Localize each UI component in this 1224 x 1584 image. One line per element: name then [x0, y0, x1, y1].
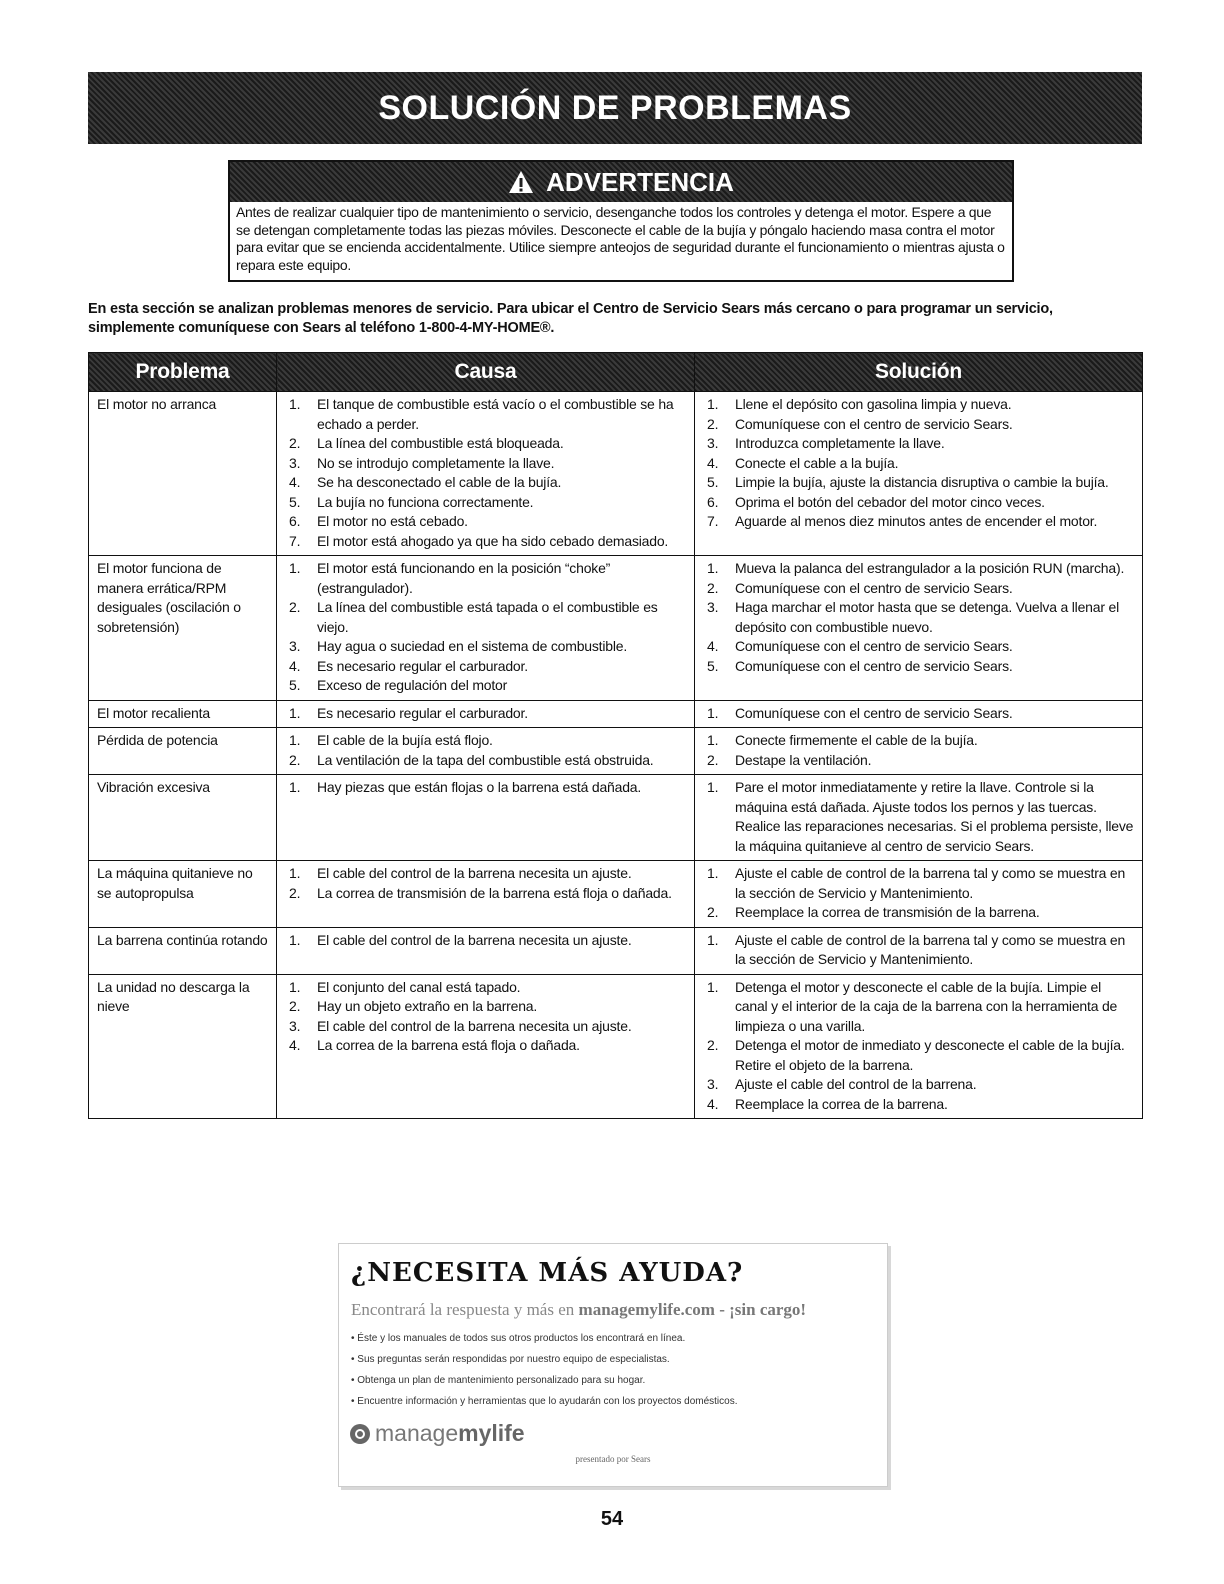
solution-item: [701, 579, 1136, 599]
cause-item: [283, 997, 688, 1017]
logo-text-manage: manage: [375, 1420, 459, 1446]
cause-item: [283, 704, 688, 724]
item-number: 1.: [289, 931, 301, 948]
item-text: La línea del combustible está tapada o el combustible es viejo.: [317, 599, 658, 635]
item-number: 3.: [707, 1076, 719, 1092]
item-number: 2.: [289, 884, 301, 901]
item-number: 3.: [289, 454, 301, 471]
item-number: 2.: [289, 751, 301, 768]
solution-cell: [695, 861, 1143, 928]
solution-item: [701, 598, 1136, 637]
cause-item: [283, 512, 688, 532]
cause-item: [283, 493, 688, 513]
logo-circle-icon: [349, 1423, 371, 1445]
item-number: 4.: [707, 454, 719, 471]
item-text: La línea del combustible está bloqueada.: [317, 435, 564, 451]
solution-item: [701, 493, 1136, 513]
cause-item: [283, 1017, 688, 1037]
presented-by: presentado por Sears: [575, 1454, 651, 1464]
cause-cell: [277, 775, 695, 861]
item-number: 1.: [707, 865, 719, 881]
item-text: La correa de la barrena está floja o dañada.: [317, 1037, 580, 1053]
cause-item: [283, 532, 688, 552]
item-number: 4.: [289, 474, 301, 490]
help-site-link[interactable]: managemylife.com: [578, 1300, 715, 1319]
solution-item: [701, 731, 1136, 751]
problem-cell: El motor funciona de manera errática/RPM desiguales (oscilación o sobretensión): [89, 556, 277, 701]
cause-cell: [277, 700, 695, 728]
solution-list: [701, 704, 1136, 724]
item-text: El conjunto del canal está tapado.: [317, 978, 521, 995]
item-text: Reemplace la correa de la barrena.: [735, 1095, 948, 1112]
help-title: ¿NECESITA MÁS AYUDA?: [351, 1258, 744, 1288]
item-text: Oprima el botón del cebador del motor cinco veces.: [735, 493, 1045, 510]
header-problem: Problema: [89, 353, 277, 392]
item-text: Se ha desconectado el cable de la bujía.: [317, 474, 562, 490]
solution-item: [701, 778, 1136, 856]
item-text: Hay piezas que están flojas o la barrena está dañada.: [317, 779, 642, 795]
cause-cell: [277, 927, 695, 974]
item-text: Es necesario regular el carburador.: [317, 657, 528, 674]
item-text: Hay un objeto extraño en la barrena.: [317, 998, 538, 1014]
cause-item: [283, 657, 688, 677]
item-number: 1.: [707, 560, 719, 576]
item-text: Ajuste el cable del control de la barrena.: [735, 1076, 977, 1092]
solution-cell: [695, 974, 1143, 1119]
logo-text-mylife: mylife: [458, 1420, 525, 1446]
solution-item: [701, 931, 1136, 970]
item-text: Detenga el motor y desconecte el cable de la bujía. Limpie el canal y el interior de la caja de la barrena con la herramienta de limpieza o una varilla.: [735, 978, 1118, 1034]
item-number: 1.: [707, 978, 719, 995]
item-number: 7.: [289, 532, 301, 549]
problem-cell: El motor recalienta: [89, 700, 277, 728]
cause-item: [283, 637, 688, 657]
troubleshooting-table: [88, 352, 1143, 1119]
cause-item: [283, 864, 688, 884]
cause-list: [283, 931, 688, 951]
cause-item: [283, 434, 688, 454]
help-bullet: • Sus preguntas serán respondidas por nuestro equipo de especialistas.: [351, 1349, 737, 1370]
warning-heading: [230, 162, 1012, 202]
item-text: Comuníquese con el centro de servicio Sears.: [735, 638, 1013, 654]
header-cause: Causa: [277, 353, 695, 392]
help-bullet: • Encuentre información y herramientas que lo ayudarán con los proyectos domésticos.: [351, 1391, 737, 1412]
cause-item: [283, 598, 688, 637]
table-row: [89, 927, 1143, 974]
problem-cell: La barrena continúa rotando: [89, 927, 277, 974]
help-bullet: • Obtenga un plan de mantenimiento personalizado para su hogar.: [351, 1370, 737, 1391]
table-row: [89, 861, 1143, 928]
managemylife-logo: [349, 1420, 525, 1447]
item-number: 1.: [289, 560, 301, 576]
solution-item: [701, 978, 1136, 1037]
cause-cell: [277, 974, 695, 1119]
item-number: 1.: [289, 396, 301, 412]
logo-text: [375, 1420, 525, 1447]
item-text: Pare el motor inmediatamente y retire la llave. Controle si la máquina está dañada. Ajuste todos los pernos y las tuercas. Realice las reparaciones necesarias. Si el problema persiste, lleve la máquina quitanieve al centro de servicio Sears.: [735, 779, 1134, 854]
item-number: 1.: [289, 779, 301, 795]
solution-item: [701, 512, 1136, 532]
item-text: El cable del control de la barrena necesita un ajuste.: [317, 931, 632, 948]
solution-item: [701, 903, 1136, 923]
cause-list: [283, 778, 688, 798]
intro-text: En esta sección se analizan problemas menores de servicio. Para ubicar el Centro de Servicio Sears más cercano o para programar un servicio, simplemente comuníquese con Sears al teléfono 1-800-4-MY-HOME®.: [88, 301, 1053, 336]
item-text: Limpie la bujía, ajuste la distancia disruptiva o cambie la bujía.: [735, 474, 1109, 490]
item-number: 3.: [707, 599, 719, 615]
item-text: Ajuste el cable de control de la barrena tal y como se muestra en la sección de Servicio y Mantenimiento.: [735, 931, 1126, 967]
item-text: Conecte firmemente el cable de la bujía.: [735, 732, 978, 748]
cause-list: [283, 559, 688, 696]
item-text: Comuníquese con el centro de servicio Sears.: [735, 579, 1013, 596]
item-number: 1.: [707, 931, 719, 948]
item-number: 7.: [707, 513, 719, 529]
item-number: 2.: [707, 751, 719, 768]
cause-item: [283, 676, 688, 696]
item-text: Reemplace la correa de transmisión de la barrena.: [735, 904, 1040, 920]
item-text: El cable del control de la barrena necesita un ajuste.: [317, 1017, 632, 1034]
warning-text: Antes de realizar cualquier tipo de mantenimiento o servicio, desenganche todos los controles y detenga el motor. Espere a que se detengan completamente todas las piezas móviles. Desconecte el cable de la bujía y póngalo haciendo masa contra el motor para evitar que se encienda accidentalmente. Utilice siempre anteojos de seguridad durante el funcionamiento o mientras ajusta o repara este equipo.: [236, 204, 1005, 273]
solution-cell: [695, 728, 1143, 775]
item-text: El motor está ahogado ya que ha sido cebado demasiado.: [317, 532, 669, 549]
problem-cell: Vibración excesiva: [89, 775, 277, 861]
problem-cell: La máquina quitanieve no se autopropulsa: [89, 861, 277, 928]
cause-list: [283, 731, 688, 770]
solution-item: [701, 395, 1136, 415]
help-box: [338, 1243, 888, 1487]
item-text: Destape la ventilación.: [735, 751, 872, 768]
cause-item: [283, 884, 688, 904]
item-text: El cable de la bujía está flojo.: [317, 732, 493, 748]
solution-list: [701, 395, 1136, 532]
problem-cell: Pérdida de potencia: [89, 728, 277, 775]
solution-cell: [695, 700, 1143, 728]
item-number: 4.: [289, 657, 301, 674]
item-number: 2.: [289, 599, 301, 615]
item-number: 2.: [707, 415, 719, 432]
item-number: 2.: [289, 998, 301, 1014]
solution-item: [701, 415, 1136, 435]
cause-list: [283, 978, 688, 1056]
cause-item: [283, 559, 688, 598]
item-number: 4.: [707, 638, 719, 654]
item-text: El cable del control de la barrena necesita un ajuste.: [317, 865, 632, 881]
solution-item: [701, 637, 1136, 657]
help-subtitle: [351, 1300, 806, 1320]
solution-cell: [695, 392, 1143, 556]
item-number: 6.: [707, 493, 719, 510]
table-row: [89, 728, 1143, 775]
cause-item: [283, 731, 688, 751]
warning-triangle-icon: [508, 170, 534, 194]
solution-item: [701, 751, 1136, 771]
item-text: Conecte el cable a la bujía.: [735, 454, 899, 471]
solution-item: [701, 473, 1136, 493]
solution-item: [701, 864, 1136, 903]
solution-item: [701, 1075, 1136, 1095]
item-number: 5.: [707, 474, 719, 490]
item-text: Comuníquese con el centro de servicio Sears.: [735, 657, 1013, 674]
item-number: 1.: [289, 865, 301, 881]
item-text: La bujía no funciona correctamente.: [317, 493, 534, 510]
item-text: Aguarde al menos diez minutos antes de encender el motor.: [735, 513, 1098, 529]
item-text: Hay agua o suciedad en el sistema de combustible.: [317, 638, 628, 654]
solution-list: [701, 731, 1136, 770]
item-text: El tanque de combustible está vacío o el combustible se ha echado a perder.: [317, 396, 674, 432]
item-text: No se introdujo completamente la llave.: [317, 454, 555, 471]
item-number: 3.: [707, 435, 719, 451]
item-number: 1.: [707, 779, 719, 795]
item-text: Exceso de regulación del motor: [317, 677, 508, 693]
cause-item: [283, 454, 688, 474]
solution-list: [701, 864, 1136, 923]
item-number: 4.: [289, 1037, 301, 1053]
problem-cell: La unidad no descarga la nieve: [89, 974, 277, 1119]
solution-item: [701, 454, 1136, 474]
item-number: 5.: [289, 677, 301, 693]
cause-item: [283, 1036, 688, 1056]
item-text: Es necesario regular el carburador.: [317, 704, 528, 721]
solution-item: [701, 657, 1136, 677]
item-text: Introduzca completamente la llave.: [735, 435, 945, 451]
cause-item: [283, 778, 688, 798]
cause-list: [283, 395, 688, 551]
page-number: 54: [600, 1508, 624, 1530]
item-number: 1.: [707, 396, 719, 412]
cause-cell: [277, 556, 695, 701]
solution-cell: [695, 775, 1143, 861]
item-number: 2.: [707, 904, 719, 920]
item-text: Comuníquese con el centro de servicio Sears.: [735, 415, 1013, 432]
cause-list: [283, 864, 688, 903]
item-text: El motor no está cebado.: [317, 513, 468, 529]
solution-item: [701, 1095, 1136, 1115]
cause-cell: [277, 861, 695, 928]
help-bullet: • Éste y los manuales de todos sus otros productos los encontrará en línea.: [351, 1328, 737, 1349]
table-row: [89, 775, 1143, 861]
solution-cell: [695, 556, 1143, 701]
problem-cell: El motor no arranca: [89, 392, 277, 556]
table-row: [89, 700, 1143, 728]
solution-item: [701, 434, 1136, 454]
item-text: Llene el depósito con gasolina limpia y nueva.: [735, 396, 1012, 412]
item-text: El motor está funcionando en la posición “choke” (estrangulador).: [317, 560, 611, 596]
cause-item: [283, 395, 688, 434]
cause-list: [283, 704, 688, 724]
item-text: Comuníquese con el centro de servicio Sears.: [735, 704, 1013, 721]
solution-list: [701, 559, 1136, 676]
item-text: Haga marchar el motor hasta que se detenga. Vuelva a llenar el depósito con combustible nuevo.: [735, 599, 1119, 635]
item-number: 1.: [289, 704, 301, 721]
cause-item: [283, 473, 688, 493]
item-number: 3.: [289, 1017, 301, 1034]
item-number: 2.: [707, 1037, 719, 1053]
item-number: 2.: [289, 435, 301, 451]
table-row: [89, 556, 1143, 701]
item-text: Mueva la palanca del estrangulador a la posición RUN (marcha).: [735, 560, 1125, 576]
item-number: 1.: [289, 978, 301, 995]
item-number: 1.: [707, 704, 719, 721]
table-row: [89, 974, 1143, 1119]
item-text: La correa de transmisión de la barrena está floja o dañada.: [317, 884, 672, 901]
warning-box: [228, 160, 1014, 282]
solution-item: [701, 1036, 1136, 1075]
item-number: 5.: [289, 493, 301, 510]
help-subtitle-suffix: - ¡sin cargo!: [714, 1300, 807, 1319]
item-number: 4.: [707, 1095, 719, 1112]
cause-cell: [277, 392, 695, 556]
item-text: La ventilación de la tapa del combustible está obstruida.: [317, 751, 654, 768]
item-number: 1.: [707, 732, 719, 748]
table-row: [89, 392, 1143, 556]
header-solution: Solución: [695, 353, 1143, 392]
item-number: 2.: [707, 579, 719, 596]
cause-item: [283, 751, 688, 771]
solution-cell: [695, 927, 1143, 974]
solution-list: [701, 978, 1136, 1115]
solution-item: [701, 559, 1136, 579]
cause-item: [283, 931, 688, 951]
item-number: 3.: [289, 638, 301, 654]
solution-item: [701, 704, 1136, 724]
item-text: Ajuste el cable de control de la barrena tal y como se muestra en la sección de Servicio y Mantenimiento.: [735, 865, 1126, 901]
cause-item: [283, 978, 688, 998]
item-number: 1.: [289, 732, 301, 748]
item-number: 6.: [289, 513, 301, 529]
solution-list: [701, 778, 1136, 856]
cause-cell: [277, 728, 695, 775]
item-number: 5.: [707, 657, 719, 674]
warning-heading-text: ADVERTENCIA: [546, 166, 734, 197]
help-bullet-list: [351, 1328, 737, 1412]
page-title: SOLUCIÓN DE PROBLEMAS: [88, 72, 1142, 144]
help-subtitle-prefix: Encontrará la respuesta y más en: [351, 1300, 579, 1319]
item-text: Detenga el motor de inmediato y desconecte el cable de la bujía. Retire el objeto de la barrena.: [735, 1037, 1125, 1073]
solution-list: [701, 931, 1136, 970]
